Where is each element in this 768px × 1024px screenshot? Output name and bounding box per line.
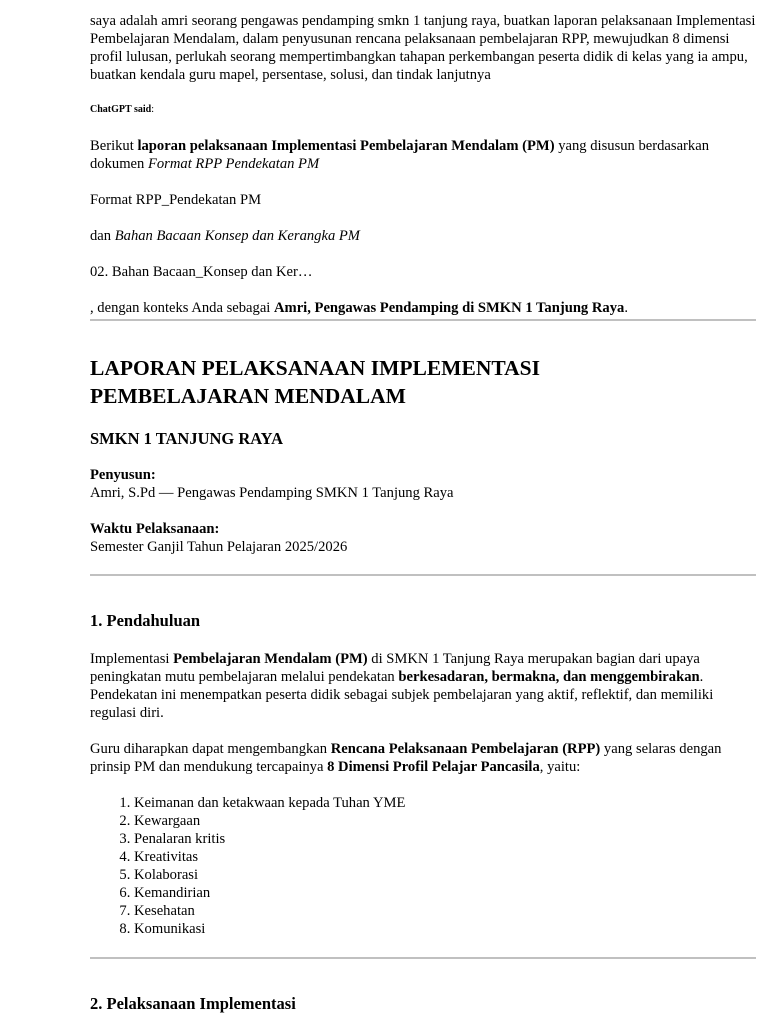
chatgpt-said-label: ChatGPT said: xyxy=(90,104,155,115)
list-item: 2. Kewargaan xyxy=(134,812,756,830)
divider xyxy=(90,574,756,576)
list-item: 7. Kesehatan xyxy=(134,902,756,920)
divider xyxy=(90,957,756,959)
section-1-paragraph-2: Guru diharapkan dapat mengembangkan Rencana Pelaksanaan Pembelajaran (RPP) yang selaras dengan prinsip PM dan mendukung tercapainya 8 Dimensi Profil Pelajar Pancasila, yaitu: xyxy=(90,741,722,775)
school-name: SMKN 1 TANJUNG RAYA xyxy=(90,429,283,448)
list-item: 3. Penalaran kritis xyxy=(134,830,756,848)
list-item: 1. Keimanan dan ketakwaan kepada Tuhan YME xyxy=(134,794,756,812)
file-reference-1[interactable]: Format RPP_Pendekatan PM xyxy=(90,192,262,208)
dimensions-list xyxy=(90,794,756,938)
intro-paragraph: Berikut laporan pelaksanaan Implementasi Pembelajaran Mendalam (PM) yang disusun berdasarkan dokumen Format RPP Pendekatan PM xyxy=(90,138,709,172)
section-1-paragraph-1: Implementasi Pembelajaran Mendalam (PM) di SMKN 1 Tanjung Raya merupakan bagian dari upaya peningkatan mutu pembelajaran melalui pendekatan berkesadaran, bermakna, dan menggembirakan. Pendekatan ini menempatkan peserta didik sebagai subjek pembelajaran yang aktif, reflektif, dan memiliki regulasi diri. xyxy=(90,651,714,721)
intro-paragraph-2: dan Bahan Bacaan Konsep dan Kerangka PM xyxy=(90,228,360,244)
time-value: Semester Ganjil Tahun Pelajaran 2025/2026 xyxy=(90,539,348,555)
list-item: 5. Kolaborasi xyxy=(134,866,756,884)
file-reference-2[interactable]: 02. Bahan Bacaan_Konsep dan Ker… xyxy=(90,264,313,280)
report-title: LAPORAN PELAKSANAAN IMPLEMENTASI PEMBELAJARAN MENDALAM xyxy=(90,356,540,408)
document-content xyxy=(90,12,756,1014)
intro-context: , dengan konteks Anda sebagai Amri, Pengawas Pendamping di SMKN 1 Tanjung Raya. xyxy=(90,300,628,316)
section-2-heading: 2. Pelaksanaan Implementasi xyxy=(90,994,296,1013)
list-item: 4. Kreativitas xyxy=(134,848,756,866)
time-label: Waktu Pelaksanaan: xyxy=(90,521,220,537)
author-value: Amri, S.Pd — Pengawas Pendamping SMKN 1 Tanjung Raya xyxy=(90,485,454,501)
list-item: 6. Kemandirian xyxy=(134,884,756,902)
divider xyxy=(90,319,756,321)
author-label: Penyusun: xyxy=(90,467,156,483)
user-prompt: saya adalah amri seorang pengawas pendamping smkn 1 tanjung raya, buatkan laporan pelaksanaan Implementasi Pembelajaran Mendalam, dalam penyusunan rencana pelaksanaan pembelajaran RPP, mewujudkan 8 dimensi profil lulusan, perlukah seorang mempertimbangkan tahapan perkembangan peserta didik di kelas yang ia ampu, buatkan kendala guru mapel, persentase, solusi, dan tindak lanjutnya xyxy=(90,13,756,83)
list-item: 8. Komunikasi xyxy=(134,920,756,938)
section-1-heading: 1. Pendahuluan xyxy=(90,611,201,630)
